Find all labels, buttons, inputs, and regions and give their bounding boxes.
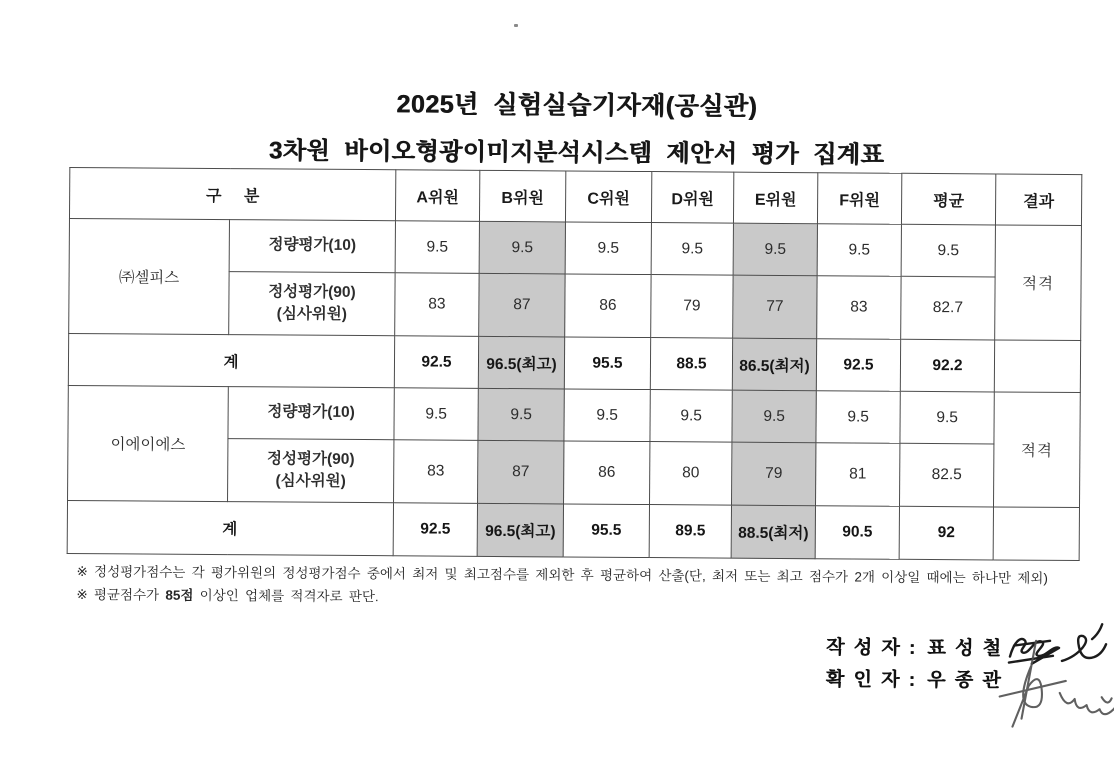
total-score-cell: 96.5(최고) (477, 503, 563, 557)
score-cell: 82.7 (901, 276, 995, 340)
signature-scribble-author (1009, 624, 1106, 665)
footnotes (76, 560, 1086, 613)
score-cell: 82.5 (900, 443, 994, 507)
score-cell: 9.5 (901, 224, 995, 277)
result-cell: 적격 (995, 225, 1082, 341)
signature-scribble-checker (999, 640, 1114, 727)
footnote-2-prefix: ※ 평균점수가 (76, 587, 166, 603)
footnote-2-suffix: 이상인 업체를 적격자로 판단. (193, 587, 379, 605)
column-header-evaluator-a: A위원 (395, 170, 479, 222)
criteria-label-line1: 정성평가(90) (268, 282, 356, 301)
total-score-cell: 92.5 (816, 339, 900, 392)
score-cell: 9.5 (650, 390, 732, 443)
total-row (68, 333, 1080, 392)
criteria-label-line1: 정성평가(90) (267, 449, 355, 468)
total-score-cell: 95.5 (564, 337, 650, 390)
score-cell: 87 (479, 273, 565, 337)
company-name: ㈜셀피스 (69, 218, 230, 334)
footnote-1: ※ 정성평가점수는 각 평가위원의 정성평가점수 중에서 최저 및 최고점수를 제외한 후 평균하여 산출(단, 최저 또는 최고 점수가 2개 이상일 때에는 하나만 제외) (76, 564, 1048, 586)
column-header-evaluator-e: E위원 (733, 172, 817, 224)
total-label: 계 (67, 500, 393, 555)
table-row (68, 385, 1080, 444)
score-cell: 83 (395, 273, 479, 337)
score-cell: 9.5 (479, 221, 565, 274)
score-cell: 81 (816, 443, 900, 507)
total-score-cell: 89.5 (649, 505, 731, 559)
result-cell: 적격 (994, 392, 1081, 508)
score-cell: 9.5 (394, 388, 478, 441)
column-header-evaluator-b: B위원 (479, 170, 565, 222)
score-cell: 9.5 (564, 389, 650, 442)
total-score-cell: 90.5 (815, 506, 899, 560)
column-header-average: 평균 (901, 173, 995, 225)
total-score-cell: 96.5(최고) (478, 336, 564, 389)
total-score-cell: 92 (899, 506, 993, 560)
score-cell: 9.5 (817, 224, 901, 277)
total-score-cell: 86.5(최저) (732, 338, 816, 391)
total-result-cell (994, 340, 1080, 393)
document-title (1, 82, 1114, 172)
criteria-label-line2: (심사위원) (276, 305, 347, 323)
score-cell: 86 (565, 274, 651, 338)
score-cell: 79 (651, 275, 733, 339)
column-header-evaluator-d: D위원 (651, 172, 733, 224)
score-cell: 9.5 (900, 391, 994, 444)
table-header-row (69, 167, 1081, 225)
title-line-1: 2025년 실험실습기자재(공실관) (396, 90, 758, 121)
handwritten-signatures (999, 617, 1112, 736)
total-score-cell: 95.5 (563, 504, 649, 558)
checker-name: 우 종 관 (926, 669, 1003, 692)
evaluation-summary-table (67, 167, 1083, 561)
total-result-cell (993, 507, 1079, 561)
author-name: 표 성 철 (927, 637, 1003, 660)
company-name: 이에이에스 (68, 385, 229, 501)
score-cell: 9.5 (478, 388, 564, 441)
footnote-2-bold: 85점 (165, 587, 194, 603)
criteria-label (229, 272, 395, 336)
signature-block (826, 632, 1003, 697)
criteria-label: 정량평가(10) (228, 387, 394, 440)
score-cell: 80 (650, 442, 732, 506)
criteria-label-line2: (심사위원) (275, 472, 346, 490)
total-label: 계 (68, 333, 394, 387)
table-row (69, 218, 1081, 277)
total-score-cell: 88.5 (650, 338, 732, 391)
total-score-cell: 88.5(최저) (731, 505, 815, 559)
column-header-evaluator-c: C위원 (565, 171, 651, 223)
score-cell: 9.5 (733, 223, 817, 276)
score-cell: 77 (733, 275, 817, 339)
score-cell: 9.5 (732, 390, 816, 443)
score-cell: 83 (394, 440, 478, 504)
total-row (67, 500, 1079, 560)
score-cell: 9.5 (565, 222, 651, 275)
column-header-evaluator-f: F위원 (817, 173, 901, 225)
checker-label: 확 인 자 : (825, 669, 918, 691)
column-header-category: 구 분 (69, 167, 395, 220)
score-cell: 86 (564, 441, 650, 505)
checker-line (826, 664, 1003, 697)
title-line-2: 3차원 바이오형광이미지분석시스템 제안서 평가 집계표 (268, 137, 885, 169)
column-header-result: 결과 (995, 174, 1081, 226)
score-cell: 9.5 (651, 223, 733, 276)
author-label: 작 성 자 : (825, 637, 918, 659)
total-score-cell: 92.5 (394, 336, 478, 389)
score-cell: 9.5 (816, 391, 900, 444)
criteria-label (228, 439, 394, 503)
score-cell: 83 (817, 276, 901, 340)
score-cell: 79 (732, 442, 816, 506)
score-cell: 87 (478, 440, 564, 504)
criteria-label: 정량평가(10) (229, 220, 395, 273)
author-line (826, 632, 1003, 665)
score-cell: 9.5 (395, 221, 479, 274)
total-score-cell: 92.5 (393, 503, 477, 557)
total-score-cell: 92.2 (900, 339, 994, 392)
